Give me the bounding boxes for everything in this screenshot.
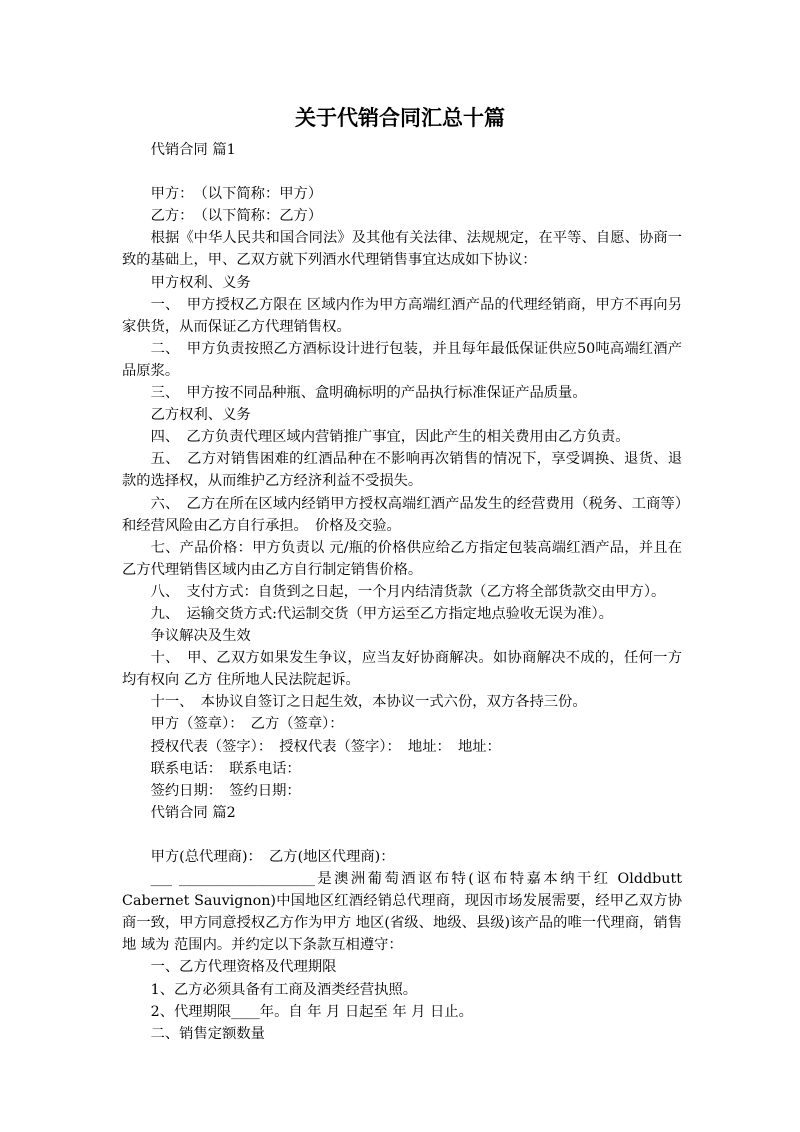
paragraph: 代销合同 篇1 <box>150 142 236 158</box>
blank-line <box>122 824 682 846</box>
paragraph: ___ ___________________是澳洲葡萄酒讴布特(讴布特嘉本纳干红 Olddbutt Cabernet Sauvignon)中国地区红酒经销总代理商，现因市场发展需要，经甲乙双方协商一致，甲方同意授权乙方作为甲方 地区(省级、地级、县级)该产品的唯一代理商，销售地 域为 范围内。并约定以下条款互相遵守： <box>122 871 682 954</box>
paragraph: 乙方权利、义务 <box>150 407 251 424</box>
paragraph: 一、 甲方授权乙方限在 区域内作为甲方高端红酒产品的代理经销商，甲方不再向另家供货，从而保证乙方代理销售权。 <box>122 296 682 335</box>
blank-line <box>122 161 682 183</box>
paragraph: 八、 支付方式：自货到之日起，一个月内结清货款（乙方将全部货款交由甲方）。 <box>150 583 666 600</box>
paragraph: 甲方权利、义务 <box>150 274 251 291</box>
paragraph: 签约日期： 签约日期： <box>150 782 301 799</box>
paragraph: 联系电话： 联系电话： <box>150 760 301 777</box>
paragraph: 争议解决及生效 <box>150 628 251 645</box>
paragraph: 七、产品价格：甲方负责以 元/瓶的价格供应给乙方指定包装高端红酒产品，并且在乙方代理销售区域内由乙方自行制定销售价格。 <box>122 539 682 578</box>
paragraph: 二、销售定额数量 <box>150 1025 265 1042</box>
paragraph: 乙方： （以下简称：乙方） <box>150 208 323 225</box>
paragraph: 四、 乙方负责代理区域内营销推广事宜，因此产生的相关费用由乙方负责。 <box>150 429 630 446</box>
paragraph: 根据《中华人民共和国合同法》及其他有关法律、法规规定，在平等、自愿、协商一致的基础上，甲、乙双方就下列酒水代理销售事宜达成如下协议： <box>122 230 682 269</box>
paragraph: 一、乙方代理资格及代理期限 <box>150 959 337 976</box>
paragraph: 2、代理期限____年。自 年 月 日起至 年 月 日止。 <box>150 1003 473 1020</box>
document-body <box>122 139 682 1045</box>
paragraph: 三、 甲方按不同品种瓶、盒明确标明的产品执行标准保证产品质量。 <box>150 385 587 402</box>
paragraph: 五、 乙方对销售困难的红酒品种在不影响再次销售的情况下，享受调换、退货、退款的选择权，从而维护乙方经济利益不受损失。 <box>122 451 682 490</box>
paragraph: 甲方： （以下简称：甲方） <box>150 186 323 203</box>
paragraph: 1、乙方必须具备有工商及酒类经营执照。 <box>150 981 418 998</box>
paragraph: 授权代表（签字）： 授权代表（签字）： 地址： 地址： <box>150 738 501 755</box>
paragraph: 十、 甲、乙双方如果发生争议，应当友好协商解决。如协商解决不成的，任何一方均有权向 乙方 住所地人民法院起诉。 <box>122 650 682 689</box>
document-title: 关于代销合同汇总十篇 <box>295 105 505 130</box>
paragraph: 九、 运输交货方式:代运制交货（甲方运至乙方指定地点验收无误为准）。 <box>150 605 613 622</box>
paragraph: 十一、 本协议自签订之日起生效，本协议一式六份，双方各持三份。 <box>150 694 587 711</box>
paragraph: 甲方(总代理商)： 乙方(地区代理商)： <box>150 849 395 865</box>
paragraph: 二、 甲方负责按照乙方酒标设计进行包装，并且每年最低保证供应50吨高端红酒产品原浆。 <box>122 340 682 379</box>
paragraph: 甲方（签章）： 乙方（签章）： <box>150 716 344 733</box>
paragraph: 代销合同 篇2 <box>150 804 236 821</box>
paragraph: 六、 乙方在所在区域内经销甲方授权高端红酒产品发生的经营费用（税务、工商等）和经营风险由乙方自行承担。 价格及交验。 <box>122 495 682 534</box>
